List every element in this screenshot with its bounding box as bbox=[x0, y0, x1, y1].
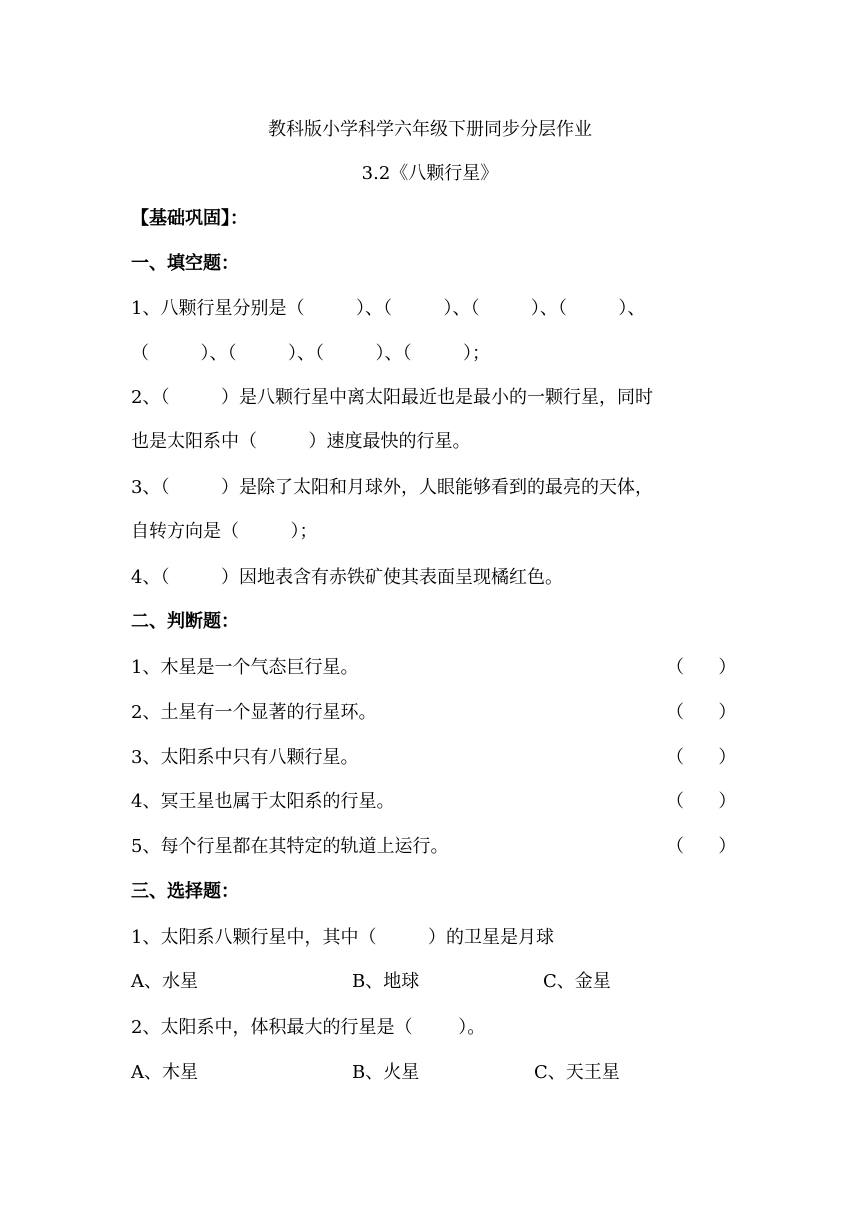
fill-q3-line1: 3、（ ）是除了太阳和月球外，人眼能够看到的最亮的天体， bbox=[131, 477, 653, 498]
section-basic-heading: 【基础巩固】： bbox=[131, 208, 248, 229]
judge-item: 4、冥王星也属于太阳系的行星。 bbox=[131, 791, 395, 812]
fill-q3-line2: 自转方向是（ ）； bbox=[131, 521, 318, 542]
fill-q1-line1: 1、八颗行星分别是（ ）、（ ）、（ ）、（ ）、 bbox=[131, 298, 646, 319]
judge-answer-paren: （ ） bbox=[666, 702, 737, 723]
judge-answer-paren: （ ） bbox=[666, 836, 737, 857]
judge-item: 5、每个行星都在其特定的轨道上运行。 bbox=[131, 836, 449, 857]
page-title: 教科版小学科学六年级下册同步分层作业 bbox=[268, 119, 592, 140]
fill-q4: 4、（ ）因地表含有赤铁矿使其表面呈现橘红色。 bbox=[131, 567, 563, 588]
judge-answer-paren: （ ） bbox=[666, 791, 737, 812]
choice-q2-option-b: B、火星 bbox=[352, 1062, 420, 1083]
choice-heading: 三、选择题： bbox=[131, 881, 239, 902]
choice-q2: 2、太阳系中，体积最大的行星是（ ）。 bbox=[131, 1017, 486, 1038]
judge-answer-paren: （ ） bbox=[666, 747, 737, 768]
fill-q2-line2: 也是太阳系中（ ）速度最快的行星。 bbox=[131, 431, 471, 452]
choice-q1-option-c: C、金星 bbox=[543, 971, 611, 992]
fill-blank-heading: 一、填空题： bbox=[131, 253, 239, 274]
judge-item: 3、太阳系中只有八颗行星。 bbox=[131, 747, 359, 768]
judge-item: 2、土星有一个显著的行星环。 bbox=[131, 702, 377, 723]
choice-q2-option-a: A、木星 bbox=[131, 1062, 198, 1083]
page-subtitle: 3.2《八颗行星》 bbox=[361, 163, 499, 184]
judge-heading: 二、判断题： bbox=[131, 611, 239, 632]
choice-q1-option-b: B、地球 bbox=[352, 971, 420, 992]
judge-item: 1、木星是一个气态巨行星。 bbox=[131, 657, 359, 678]
fill-q2-line1: 2、（ ）是八颗行星中离太阳最近也是最小的一颗行星，同时 bbox=[131, 387, 653, 408]
choice-q1: 1、太阳系八颗行星中，其中（ ）的卫星是月球 bbox=[131, 927, 554, 948]
judge-answer-paren: （ ） bbox=[666, 657, 737, 678]
choice-q1-option-a: A、水星 bbox=[131, 971, 198, 992]
fill-q1-line2: （ ）、（ ）、（ ）、（ ）； bbox=[131, 343, 490, 364]
choice-q2-option-c: C、天王星 bbox=[534, 1062, 620, 1083]
